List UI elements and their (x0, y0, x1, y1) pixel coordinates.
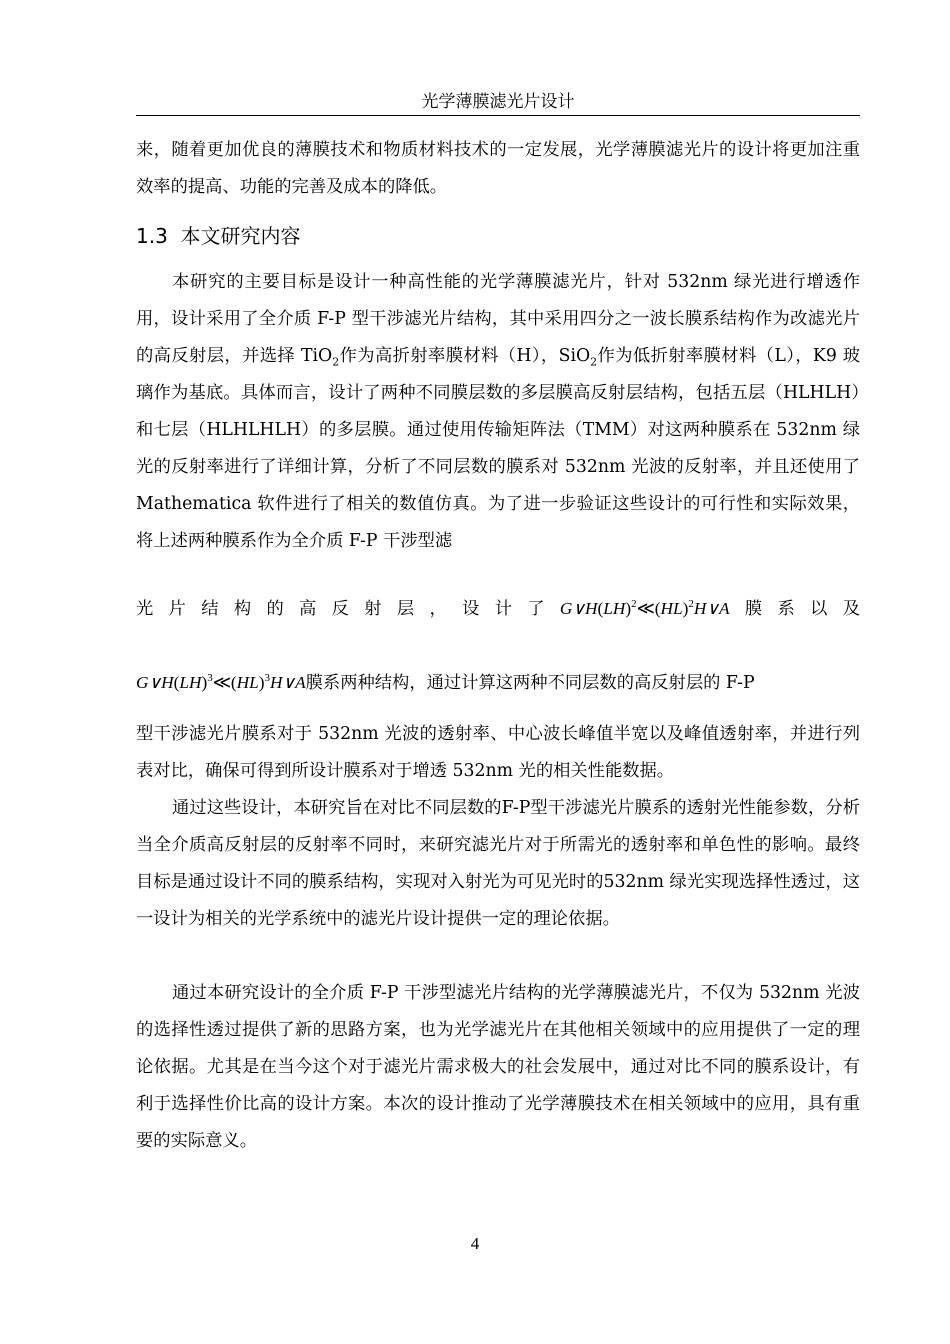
word: 层 (396, 599, 415, 619)
formula1-exponent-b: 2 (688, 598, 694, 611)
research-paragraph-3: 通过本研究设计的全介质 F-P 干涉型滤光片结构的光学薄膜滤光片，不仅为 532nm 光波的选择性透过提供了新的思路方案，也为光学滤光片在其他相关领域中的应用提供了一定的理论依据。尤其是在当今这个对于滤光片需求极大的社会发展中，通过对比不同的膜系设计，有利于选择性价比高的设计方案。本次的设计推动了光学薄膜技术在相关领域中的应用，具有重要的实际意义。 (136, 983, 860, 1151)
research-paragraph-2: 通过这些设计，本研究旨在对比不同层数的F-P型干涉滤光片膜系的透射光性能参数，分析当全介质高反射层的反射率不同时，来研究滤光片对于所需光的透射率和单色性的影响。最终目标是通过设计不同的膜系结构，实现对入射光为可见光时的532nm 绿光实现选择性透过，这一设计为相关的光学系统中的滤光片设计提供一定的理论依据。 (136, 798, 860, 929)
word: 构 (233, 599, 252, 619)
formula1-suffix: 膜 (744, 599, 763, 619)
para1-text-a: 本研究的主要目标是设计一种高性能的光学薄膜滤光片，针对 532nm 绿光进行增透作用，设计采用了全介质 F-P 型干涉滤光片结构，其中采用四分之一波长膜系结构作为改滤光片的高反射层，并选择 TiO (136, 272, 860, 366)
sio2-subscript: 2 (590, 355, 598, 369)
word: 射 (364, 599, 382, 619)
research-paragraph-1 (136, 264, 860, 560)
word: 及 (842, 599, 860, 619)
formula2-trailing-text: 膜系两种结构，通过计算这两种不同层数的高反射层的 F-P (305, 673, 755, 693)
header-rule (136, 115, 860, 116)
para1-text-b: 作为高折射率膜材料（H），SiO (339, 346, 591, 366)
para1-text-c: 作为低折射率膜材料（L），K9 玻璃作为基底。具体而言，设计了两种不同膜层数的多层膜高反射层结构，包括五层（HLHLH）和七层（HLHLHLH）的多层膜。通过使用传输矩阵法（TMM）对这两种膜系在 532nm 绿光的反射率进行了详细计算，分析了不同层数的膜系对 532nm 光波的反射率，并且还使用了 Mathematica 软件进行了相关的数值仿真。为了进一步验证这些设计的可行性和实际效果，将上述两种膜系作为全介质 F-P 干涉型滤 (136, 346, 860, 551)
word: 光 (136, 599, 154, 619)
formula2-exponent-b: 3 (264, 672, 270, 685)
word: 计 (494, 599, 512, 619)
tio2-subscript: 2 (332, 355, 340, 369)
word: 了 (527, 599, 545, 619)
research-paragraph-1-end: 型干涉滤光片膜系对于 532nm 光波的透射率、中心波长峰值半宽以及峰值透射率，并进行列表对比，确保可得到所设计膜系对于增透 532nm 光的相关性能数据。 (136, 724, 860, 781)
word: 设 (462, 599, 480, 619)
film-stack-formula-1: G∨H(LH)$^2$≪(HL)$^2$H∨A (559, 598, 730, 618)
formula2-exponent-a: 3 (207, 672, 213, 685)
formula1-exponent-a: 2 (631, 598, 637, 611)
intro-paragraph: 来，随着更加优良的薄膜技术和物质材料技术的一定发展，光学薄膜滤光片的设计将更加注重效率的提高、功能的完善及成本的降低。 (136, 140, 860, 197)
section-number: 1.3 (136, 224, 168, 248)
running-header: 光学薄膜滤光片设计 (421, 92, 575, 112)
word: ， (429, 599, 447, 619)
word: 的 (266, 599, 284, 619)
word: 系 (777, 599, 795, 619)
word: 结 (201, 599, 219, 619)
word: 反 (331, 599, 349, 619)
section-heading (136, 220, 301, 252)
formula-line-2 (136, 668, 860, 698)
formula-line-1 (136, 594, 860, 624)
page-number: 4 (470, 1234, 480, 1253)
film-stack-formula-2: G∨H(LH)$^3$≪(HL)$^3$H∨A (136, 672, 306, 692)
word: 高 (299, 599, 317, 619)
section-title: 本文研究内容 (180, 224, 301, 248)
word: 片 (168, 599, 186, 619)
word: 以 (810, 599, 828, 619)
